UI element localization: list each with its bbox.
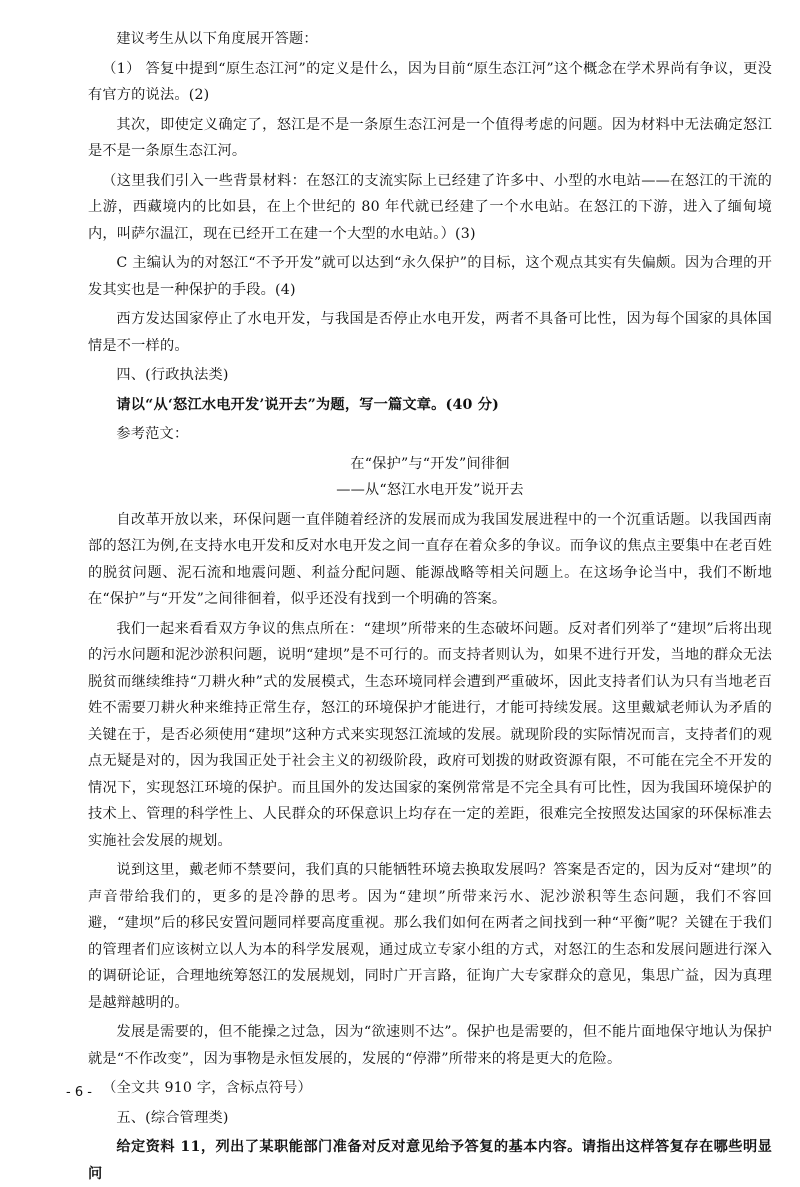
question-prompt-4: 请以“从‘怒江水电开发’说开去”为题，写一篇文章。(40 分) (116, 396, 500, 413)
essay-paragraph-2: 我们一起来看看双方争议的焦点所在：“建坝”所带来的生态破坏问题。反对者们列举了“建坝”后将出现的污水问题和泥沙淤积问题，说明“建坝”是不可行的。而支持者则认为，如果不进行开发，当地的群众无法脱贫而继续维持“刀耕火种”式的发展模式，生态环境同样会遭到严重破坏，因此支持者们认为只有当地老百姓不需要刀耕火种来维持正常生存，怒江的环境保护才能进行，才能可持续发展。这里戴斌老师认为矛盾的关键在于，是否必须使用“建坝”这种方式来实现怒江流域的发展。就现阶段的实际情况而言，支持者们的观点无疑是对的，因为我国正处于社会主义的初级阶段，政府可划拨的财政资源有限，不可能在完全不开发的情况下，实现怒江环境的保护。而且国外的发达国家的案例常常是不完全具有可比性，因为我国环境保护的技术上、管理的科学性上、人民群众的环保意识上均存在一定的差距，很难完全按照发达国家的环保标准去实施社会发展的规划。 (88, 620, 772, 849)
sample-essay-label: 参考范文： (116, 426, 189, 442)
section-heading-5: 五、(综合管理类) (116, 1109, 229, 1126)
essay-subtitle: ——从“怒江水电开发”说开去 (336, 482, 524, 498)
instruction-text: 建议考生从以下角度展开答题： (116, 31, 318, 47)
essay-title: 在“保护”与“开发”间徘徊 (350, 455, 510, 472)
essay-paragraph-1: 自改革开放以来，环保问题一直伴随着经济的发展而成为我国发展进程中的一个沉重话题。以我国西南部的怒江为例,在支持水电开发和反对水电开发之间一直存在着众多的争议。而争议的焦点主要集中在老百姓的脱贫问题、泥石流和地震问题、利益分配问题、能源战略等相关问题上。在这场争论当中，我们不断地在“保护”与“开发”之间徘徊着，似乎还没有找到一个明确的答案。 (88, 511, 772, 607)
word-count-note: （全文共 910 字，含标点符号） (102, 1080, 312, 1096)
essay-paragraph-3: 说到这里，戴老师不禁要问，我们真的只能牺牲环境去换取发展吗？答案是否定的，因为反对“建坝”的声音带给我们的，更多的是冷静的思考。因为“建坝”所带来污水、泥沙淤积等生态问题，我们不容回避，“建坝”后的移民安置问题同样要高度重视。那么我们如何在两者之间找到一种“平衡”呢？关键在于我们的管理者们应该树立以人为本的科学发展观，通过成立专家小组的方式，对怒江的生态和发展问题进行深入的调研论证，合理地统筹怒江的发展规划，同时广开言路，征询广大专家群众的意见，集思广益，因为真理是越辩越明的。 (88, 862, 772, 1011)
page-number: - 6 - (66, 1085, 92, 1100)
section-heading-4: 四、(行政执法类) (116, 367, 229, 383)
page-content (88, 26, 772, 1187)
answer-point-2: 其次，即使定义确定了，怒江是不是一条原生态江河是一个值得考虑的问题。因为材料中无法确定怒江是不是一条原生态江河。 (88, 116, 772, 159)
answer-point-1: （1） 答复中提到“原生态江河”的定义是什么，因为目前“原生态江河”这个概念在学术界尚有争议，更没有官方的说法。(2) (88, 60, 772, 103)
answer-point-5: 西方发达国家停止了水电开发，与我国是否停止水电开发，两者不具备可比性，因为每个国家的具体国情是不一样的。 (88, 311, 772, 354)
answer-point-4: C 主编认为的对怒江“不予开发”就可以达到“永久保护”的目标，这个观点其实有失偏颇。因为合理的开发其实也是一种保护的手段。(4) (88, 255, 772, 298)
answer-point-3: （这里我们引入一些背景材料：在怒江的支流实际上已经建了许多中、小型的水电站——在怒江的干流的上游，西藏境内的比如县，在上个世纪的 80 年代就已经建了一个水电站。在怒江的下游，进入了缅甸境内，叫萨尔温江，现在已经开工在建一个大型的水电站。）(3) (88, 172, 772, 242)
essay-paragraph-4: 发展是需要的，但不能操之过急，因为“欲速则不达”。保护也是需要的，但不能片面地保守地认为保护就是“不作改变”，因为事物是永恒发展的，发展的“停滞”所带来的将是更大的危险。 (88, 1024, 772, 1067)
question-prompt-5: 给定资料 11，列出了某职能部门准备对反对意见给予答复的基本内容。请指出这样答复存在哪些明显问 (88, 1139, 772, 1182)
